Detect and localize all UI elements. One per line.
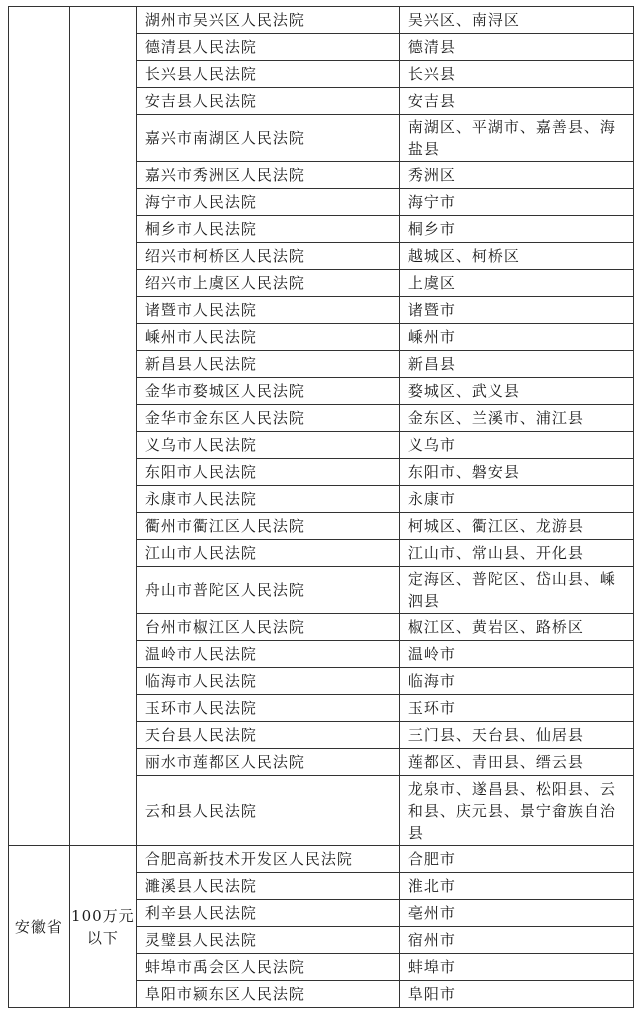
jurisdiction-area-cell: 金东区、兰溪市、浦江县 <box>399 405 633 432</box>
jurisdiction-area-cell: 临海市 <box>399 668 633 695</box>
court-name-cell: 阜阳市颍东区人民法院 <box>136 981 399 1008</box>
court-name-cell: 嵊州市人民法院 <box>136 324 399 351</box>
court-name-cell: 嘉兴市秀洲区人民法院 <box>136 162 399 189</box>
court-name-cell: 临海市人民法院 <box>136 668 399 695</box>
court-name-cell: 安吉县人民法院 <box>136 88 399 115</box>
court-name-cell: 海宁市人民法院 <box>136 189 399 216</box>
jurisdiction-area-cell: 吴兴区、南浔区 <box>399 7 633 34</box>
amount-cell: 100万元以下 <box>69 846 136 1008</box>
zhejiang-section <box>9 7 634 846</box>
court-name-cell: 新昌县人民法院 <box>136 351 399 378</box>
court-name-cell: 舟山市普陀区人民法院 <box>136 567 399 614</box>
table-row <box>9 846 634 873</box>
jurisdiction-area-cell: 德清县 <box>399 34 633 61</box>
jurisdiction-area-cell: 婺城区、武义县 <box>399 378 633 405</box>
jurisdiction-area-cell: 新昌县 <box>399 351 633 378</box>
court-name-cell: 诸暨市人民法院 <box>136 297 399 324</box>
court-name-cell: 丽水市莲都区人民法院 <box>136 749 399 776</box>
court-name-cell: 绍兴市上虞区人民法院 <box>136 270 399 297</box>
court-name-cell: 台州市椒江区人民法院 <box>136 614 399 641</box>
jurisdiction-area-cell: 合肥市 <box>399 846 633 873</box>
jurisdiction-area-cell: 越城区、柯桥区 <box>399 243 633 270</box>
jurisdiction-area-cell: 诸暨市 <box>399 297 633 324</box>
court-name-cell: 濉溪县人民法院 <box>136 873 399 900</box>
court-name-cell: 蚌埠市禹会区人民法院 <box>136 954 399 981</box>
jurisdiction-area-cell: 江山市、常山县、开化县 <box>399 540 633 567</box>
court-name-cell: 德清县人民法院 <box>136 34 399 61</box>
court-name-cell: 衢州市衢江区人民法院 <box>136 513 399 540</box>
court-name-cell: 利辛县人民法院 <box>136 900 399 927</box>
court-name-cell: 东阳市人民法院 <box>136 459 399 486</box>
jurisdiction-area-cell: 亳州市 <box>399 900 633 927</box>
court-name-cell: 长兴县人民法院 <box>136 61 399 88</box>
court-name-cell: 嘉兴市南湖区人民法院 <box>136 115 399 162</box>
jurisdiction-area-cell: 嵊州市 <box>399 324 633 351</box>
jurisdiction-area-cell: 淮北市 <box>399 873 633 900</box>
jurisdiction-area-cell: 长兴县 <box>399 61 633 88</box>
court-name-cell: 永康市人民法院 <box>136 486 399 513</box>
court-name-cell: 金华市婺城区人民法院 <box>136 378 399 405</box>
court-name-cell: 云和县人民法院 <box>136 776 399 846</box>
jurisdiction-area-cell: 龙泉市、遂昌县、松阳县、云和县、庆元县、景宁畲族自治县 <box>399 776 633 846</box>
jurisdiction-area-cell: 温岭市 <box>399 641 633 668</box>
province-cell: 安徽省 <box>9 846 70 1008</box>
jurisdiction-area-cell: 玉环市 <box>399 695 633 722</box>
jurisdiction-area-cell: 秀洲区 <box>399 162 633 189</box>
jurisdiction-area-cell: 三门县、天台县、仙居县 <box>399 722 633 749</box>
court-name-cell: 温岭市人民法院 <box>136 641 399 668</box>
jurisdiction-area-cell: 椒江区、黄岩区、路桥区 <box>399 614 633 641</box>
court-name-cell: 江山市人民法院 <box>136 540 399 567</box>
jurisdiction-area-cell: 东阳市、磐安县 <box>399 459 633 486</box>
court-table-container <box>8 6 634 1008</box>
jurisdiction-area-cell: 桐乡市 <box>399 216 633 243</box>
court-name-cell: 合肥高新技术开发区人民法院 <box>136 846 399 873</box>
court-jurisdiction-table <box>8 6 634 1008</box>
court-name-cell: 金华市金东区人民法院 <box>136 405 399 432</box>
jurisdiction-area-cell: 义乌市 <box>399 432 633 459</box>
jurisdiction-area-cell: 永康市 <box>399 486 633 513</box>
table-row <box>9 7 634 34</box>
court-name-cell: 湖州市吴兴区人民法院 <box>136 7 399 34</box>
jurisdiction-area-cell: 莲都区、青田县、缙云县 <box>399 749 633 776</box>
jurisdiction-area-cell: 阜阳市 <box>399 981 633 1008</box>
court-name-cell: 义乌市人民法院 <box>136 432 399 459</box>
jurisdiction-area-cell: 蚌埠市 <box>399 954 633 981</box>
jurisdiction-area-cell: 上虞区 <box>399 270 633 297</box>
court-name-cell: 玉环市人民法院 <box>136 695 399 722</box>
jurisdiction-area-cell: 海宁市 <box>399 189 633 216</box>
court-name-cell: 灵璧县人民法院 <box>136 927 399 954</box>
court-name-cell: 天台县人民法院 <box>136 722 399 749</box>
anhui-section <box>9 846 634 1008</box>
jurisdiction-area-cell: 柯城区、衢江区、龙游县 <box>399 513 633 540</box>
jurisdiction-area-cell: 南湖区、平湖市、嘉善县、海盐县 <box>399 115 633 162</box>
court-name-cell: 绍兴市柯桥区人民法院 <box>136 243 399 270</box>
amount-cell <box>69 7 136 846</box>
court-name-cell: 桐乡市人民法院 <box>136 216 399 243</box>
jurisdiction-area-cell: 宿州市 <box>399 927 633 954</box>
province-cell <box>9 7 70 846</box>
jurisdiction-area-cell: 安吉县 <box>399 88 633 115</box>
jurisdiction-area-cell: 定海区、普陀区、岱山县、嵊泗县 <box>399 567 633 614</box>
